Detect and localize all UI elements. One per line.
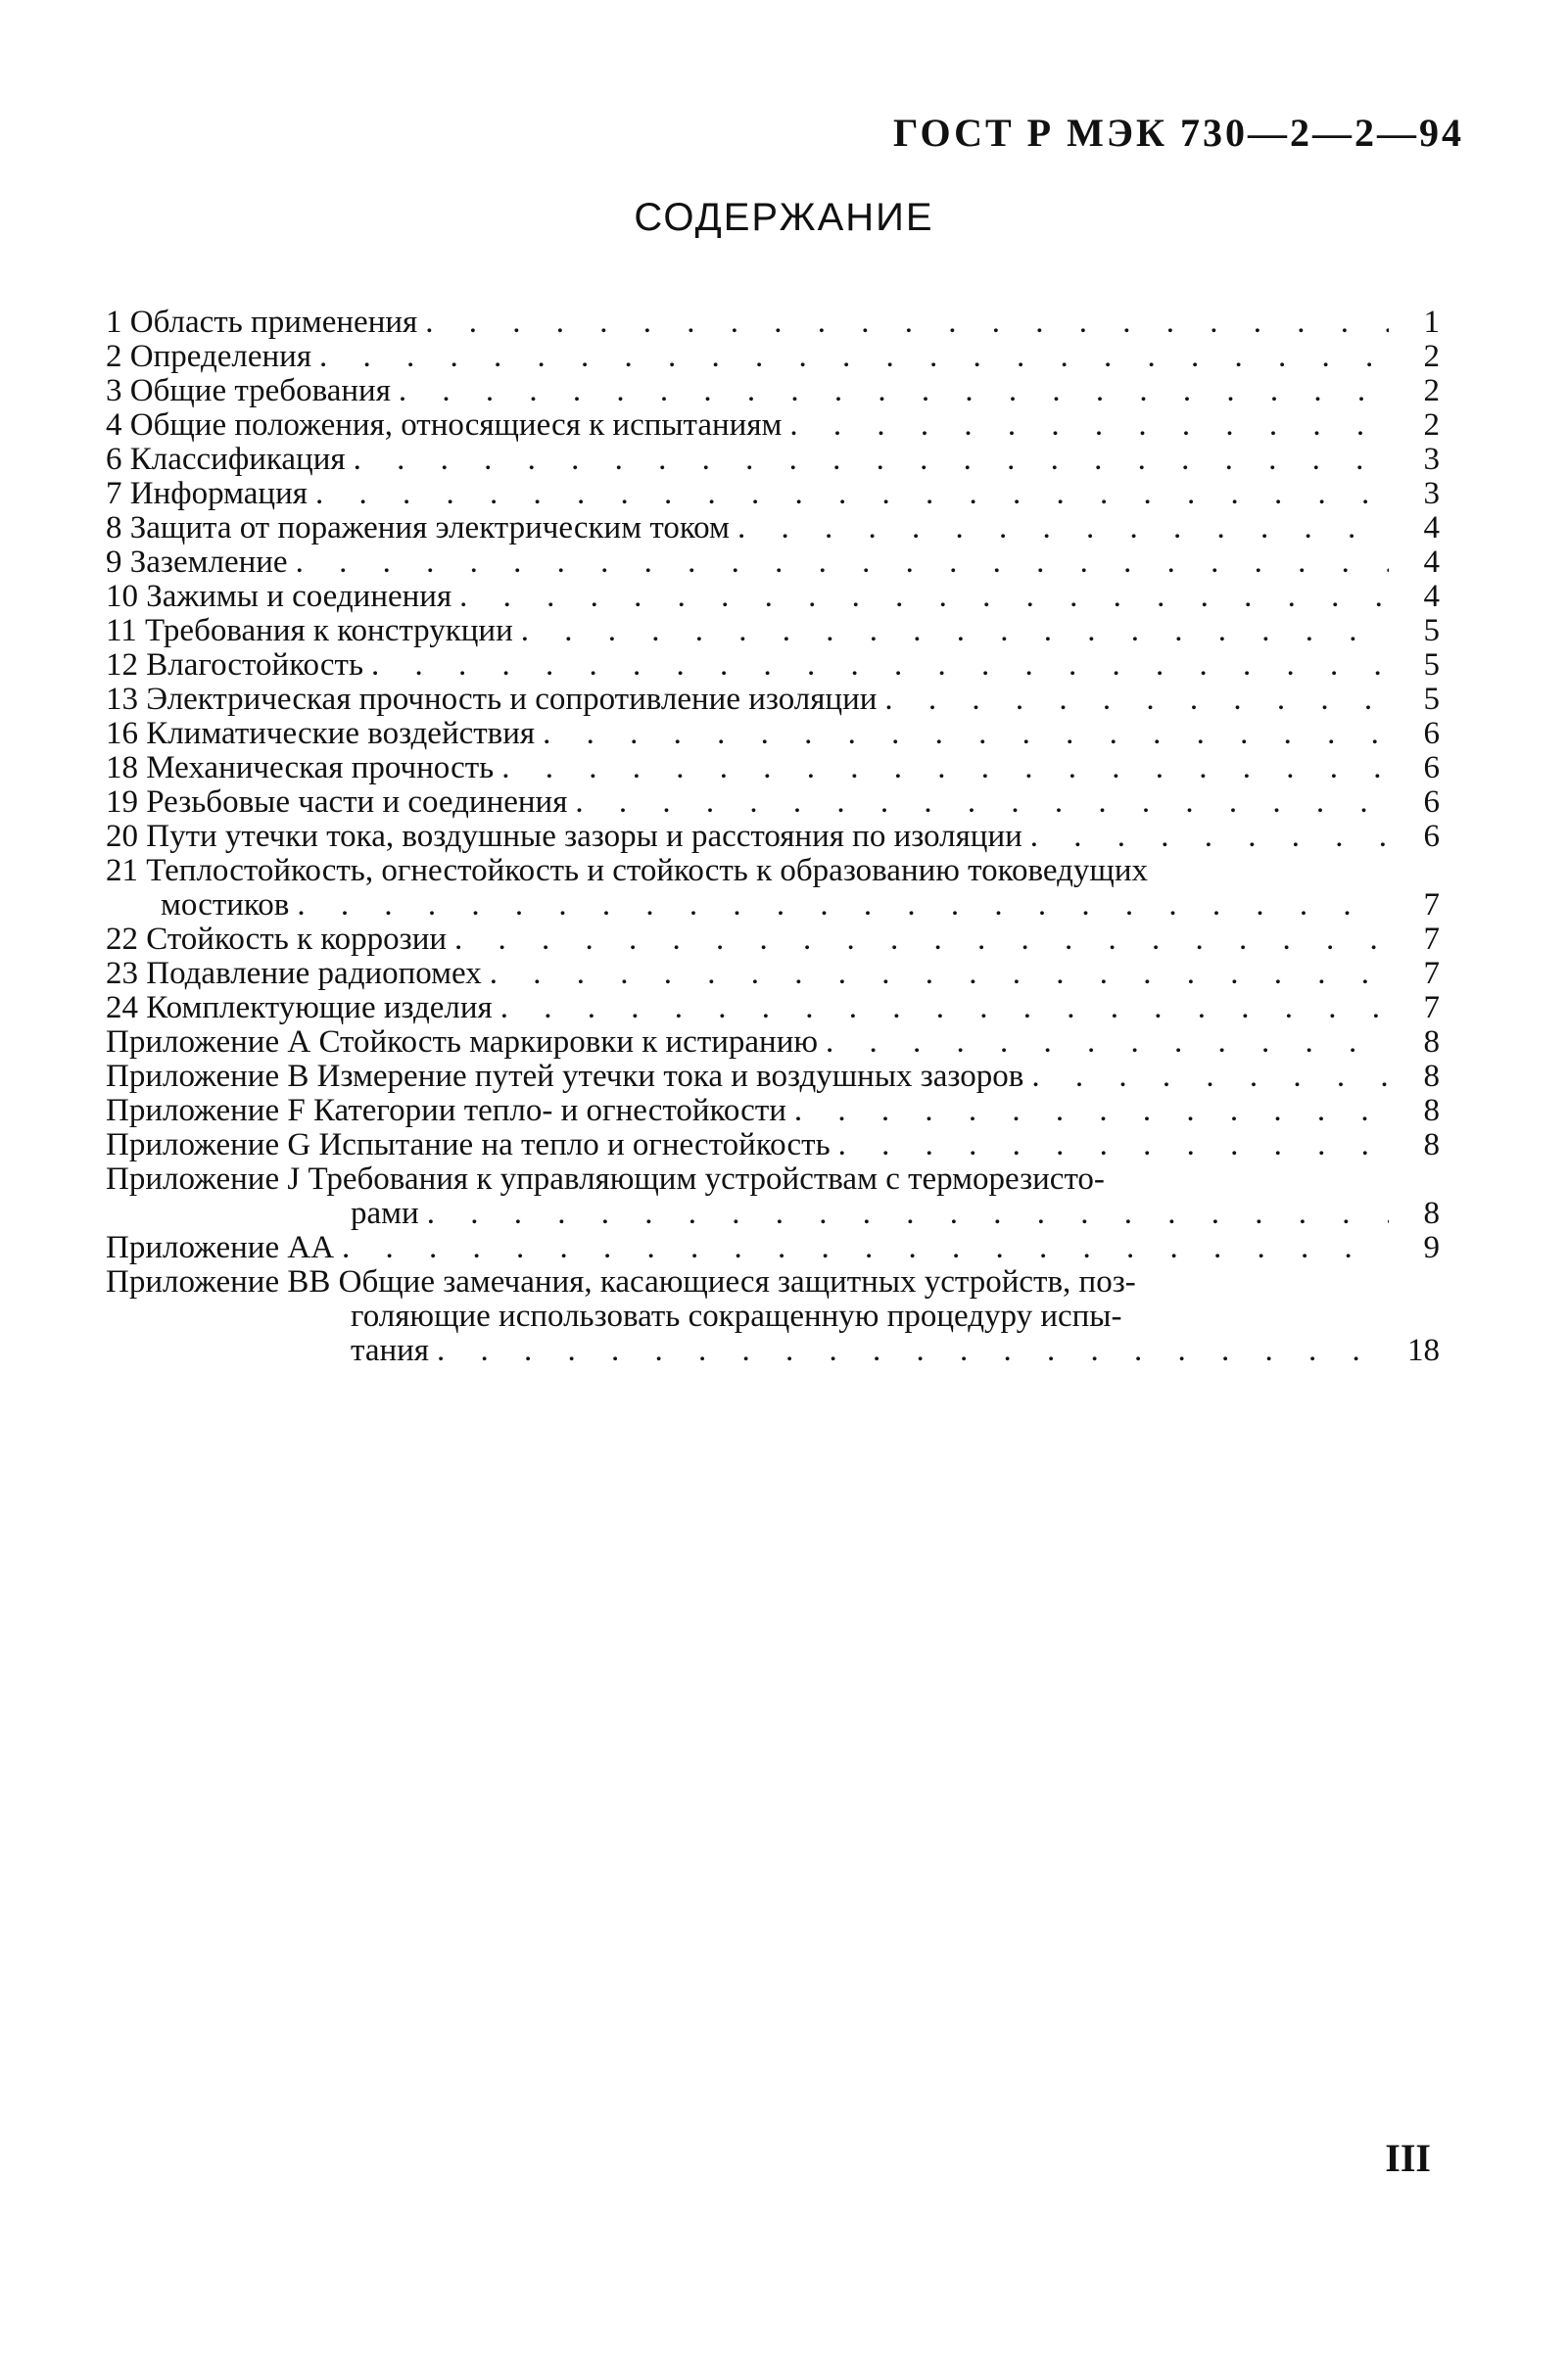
toc-page-number: 7 [1423, 922, 1440, 957]
toc-entry-title: 4 Общие положения, относящиеся к испытаниям [106, 407, 783, 443]
toc-page-number: 18 [1407, 1333, 1440, 1368]
toc-entry-title: 7 Информация [106, 476, 308, 511]
toc-page-number: 2 [1423, 373, 1440, 408]
leader-dots [818, 1025, 1389, 1060]
toc-entry-title: Приложение J Требования к управляющим устройствам с терморезисто- [106, 1161, 1105, 1197]
toc-page-number: 3 [1423, 442, 1440, 477]
toc-entry-title: Приложение F Категории тепло- и огнестойкости [106, 1093, 786, 1128]
toc-entry-title: 1 Область применения [106, 305, 418, 340]
leader-dots [535, 717, 1389, 751]
toc-entry-title: 9 Заземление [106, 545, 288, 580]
toc-page-number: 5 [1423, 682, 1440, 717]
leader-dots [288, 545, 1389, 580]
toc-page-number: 6 [1423, 819, 1440, 854]
leader-dots [289, 888, 1389, 923]
toc-entry-title: Приложение ВВ Общие замечания, касающиеся защитных устройств, поз- [106, 1264, 1136, 1300]
toc-entry[interactable] [106, 614, 1440, 648]
toc-entry[interactable] [106, 511, 1440, 545]
toc-entry-title: 13 Электрическая прочность и сопротивление изоляции [106, 682, 878, 717]
toc-entry-title: 18 Механическая прочность [106, 750, 495, 785]
toc-entry-title: 23 Подавление радиопомех [106, 956, 482, 991]
toc-entry-title: Приложение G Испытание на тепло и огнестойкость [106, 1127, 831, 1162]
toc-page-number: 8 [1423, 1059, 1440, 1094]
toc-entry[interactable] [106, 1128, 1440, 1162]
toc-entry-title: 10 Зажимы и соединения [106, 579, 452, 614]
toc-entry[interactable] [106, 751, 1440, 785]
toc-entry-title: Приложение АА [106, 1230, 335, 1265]
leader-dots [493, 991, 1389, 1025]
toc-entry-title: 6 Классификация [106, 442, 346, 477]
leader-dots [391, 374, 1389, 408]
toc-entry-title-continued: голяющие использовать сокращенную процедуру испы- [351, 1299, 1122, 1334]
leader-dots [1023, 1060, 1389, 1094]
toc-page-number: 4 [1423, 579, 1440, 614]
leader-dots [308, 477, 1389, 511]
toc-entry[interactable] [106, 306, 1440, 340]
leader-dots [447, 923, 1389, 957]
toc-entry[interactable] [106, 785, 1440, 820]
toc-entry-title: 19 Резьбовые части и соединения [106, 784, 568, 820]
toc-page-number: 8 [1423, 1127, 1440, 1162]
leader-dots [429, 1334, 1389, 1368]
toc-title: СОДЕРЖАНИЕ [634, 196, 934, 239]
toc-entry[interactable] [106, 580, 1440, 614]
toc-entry[interactable] [106, 820, 1440, 854]
toc-entry[interactable] [106, 477, 1440, 511]
toc-entry-title: 3 Общие требования [106, 373, 391, 408]
leader-dots [417, 306, 1389, 340]
toc-page-number: 6 [1423, 716, 1440, 751]
toc-entry[interactable] [106, 991, 1440, 1025]
toc-entry-title: 11 Требования к конструкции [106, 613, 513, 648]
toc-entry[interactable] [106, 1162, 1440, 1231]
leader-dots [311, 340, 1389, 374]
leader-dots [334, 1231, 1389, 1265]
leader-dots [877, 683, 1389, 717]
toc-page-number: 3 [1423, 476, 1440, 511]
leader-dots [1022, 820, 1389, 854]
toc-entry-title-continued: мостиков [161, 887, 290, 923]
toc-page-number: 2 [1423, 407, 1440, 443]
leader-dots [513, 614, 1389, 648]
toc-page-number: 8 [1423, 1196, 1440, 1231]
toc-entry[interactable] [106, 1231, 1440, 1265]
toc-entry-title: 12 Влагостойкость [106, 647, 364, 683]
toc-entry-title: 22 Стойкость к коррозии [106, 922, 448, 957]
leader-dots [782, 408, 1389, 443]
toc-page-number: 6 [1423, 750, 1440, 785]
toc-entry[interactable] [106, 374, 1440, 408]
toc-entry[interactable] [106, 923, 1440, 957]
toc-page-number: 7 [1423, 956, 1440, 991]
toc-page-number: 5 [1423, 613, 1440, 648]
toc-page-number: 4 [1423, 545, 1440, 580]
toc-entry[interactable] [106, 854, 1440, 923]
toc-page-number: 4 [1423, 510, 1440, 545]
toc-entry-title: 2 Определения [106, 339, 312, 374]
toc-entry-title-continued: тания [351, 1333, 429, 1368]
leader-dots [730, 511, 1389, 545]
toc-entry[interactable] [106, 957, 1440, 991]
toc-page-number: 5 [1423, 647, 1440, 683]
table-of-contents [106, 306, 1440, 1368]
toc-entry-title: 8 Защита от поражения электрическим током [106, 510, 730, 545]
leader-dots [786, 1094, 1389, 1128]
toc-entry[interactable] [106, 1060, 1440, 1094]
toc-entry[interactable] [106, 408, 1440, 443]
toc-entry-title: Приложение А Стойкость маркировки к истиранию [106, 1024, 819, 1060]
toc-entry-title: 24 Комплектующие изделия [106, 990, 493, 1025]
toc-entry-title: 16 Климатические воздействия [106, 716, 536, 751]
toc-page-number: 7 [1423, 990, 1440, 1025]
toc-page-number: 8 [1423, 1024, 1440, 1060]
toc-entry[interactable] [106, 648, 1440, 683]
toc-page-number: 2 [1423, 339, 1440, 374]
toc-entry[interactable] [106, 1094, 1440, 1128]
leader-dots [346, 443, 1389, 477]
leader-dots [482, 957, 1389, 991]
leader-dots [494, 751, 1389, 785]
toc-entry-title: Приложение В Измерение путей утечки тока и воздушных зазоров [106, 1059, 1024, 1094]
standard-code: ГОСТ Р МЭК 730—2—2—94 [893, 111, 1464, 155]
toc-entry[interactable] [106, 1265, 1440, 1368]
page-number: III [1385, 2136, 1431, 2180]
leader-dots [451, 580, 1389, 614]
toc-entry[interactable] [106, 717, 1440, 751]
leader-dots [363, 648, 1389, 683]
toc-page-number: 1 [1423, 305, 1440, 340]
toc-entry[interactable] [106, 443, 1440, 477]
leader-dots [567, 785, 1389, 820]
toc-entry[interactable] [106, 1025, 1440, 1060]
toc-entry-title: 21 Теплостойкость, огнестойкость и стойкость к образованию токоведущих [106, 853, 1148, 888]
toc-page-number: 9 [1423, 1230, 1440, 1265]
toc-entry[interactable] [106, 340, 1440, 374]
toc-entry-title-continued: рами [351, 1196, 419, 1231]
toc-entry[interactable] [106, 683, 1440, 717]
toc-page-number: 8 [1423, 1093, 1440, 1128]
toc-entry-title: 20 Пути утечки тока, воздушные зазоры и расстояния по изоляции [106, 819, 1022, 854]
toc-entry[interactable] [106, 545, 1440, 580]
toc-page-number: 6 [1423, 784, 1440, 820]
leader-dots [419, 1197, 1389, 1231]
toc-page-number: 7 [1423, 887, 1440, 923]
leader-dots [831, 1128, 1389, 1162]
